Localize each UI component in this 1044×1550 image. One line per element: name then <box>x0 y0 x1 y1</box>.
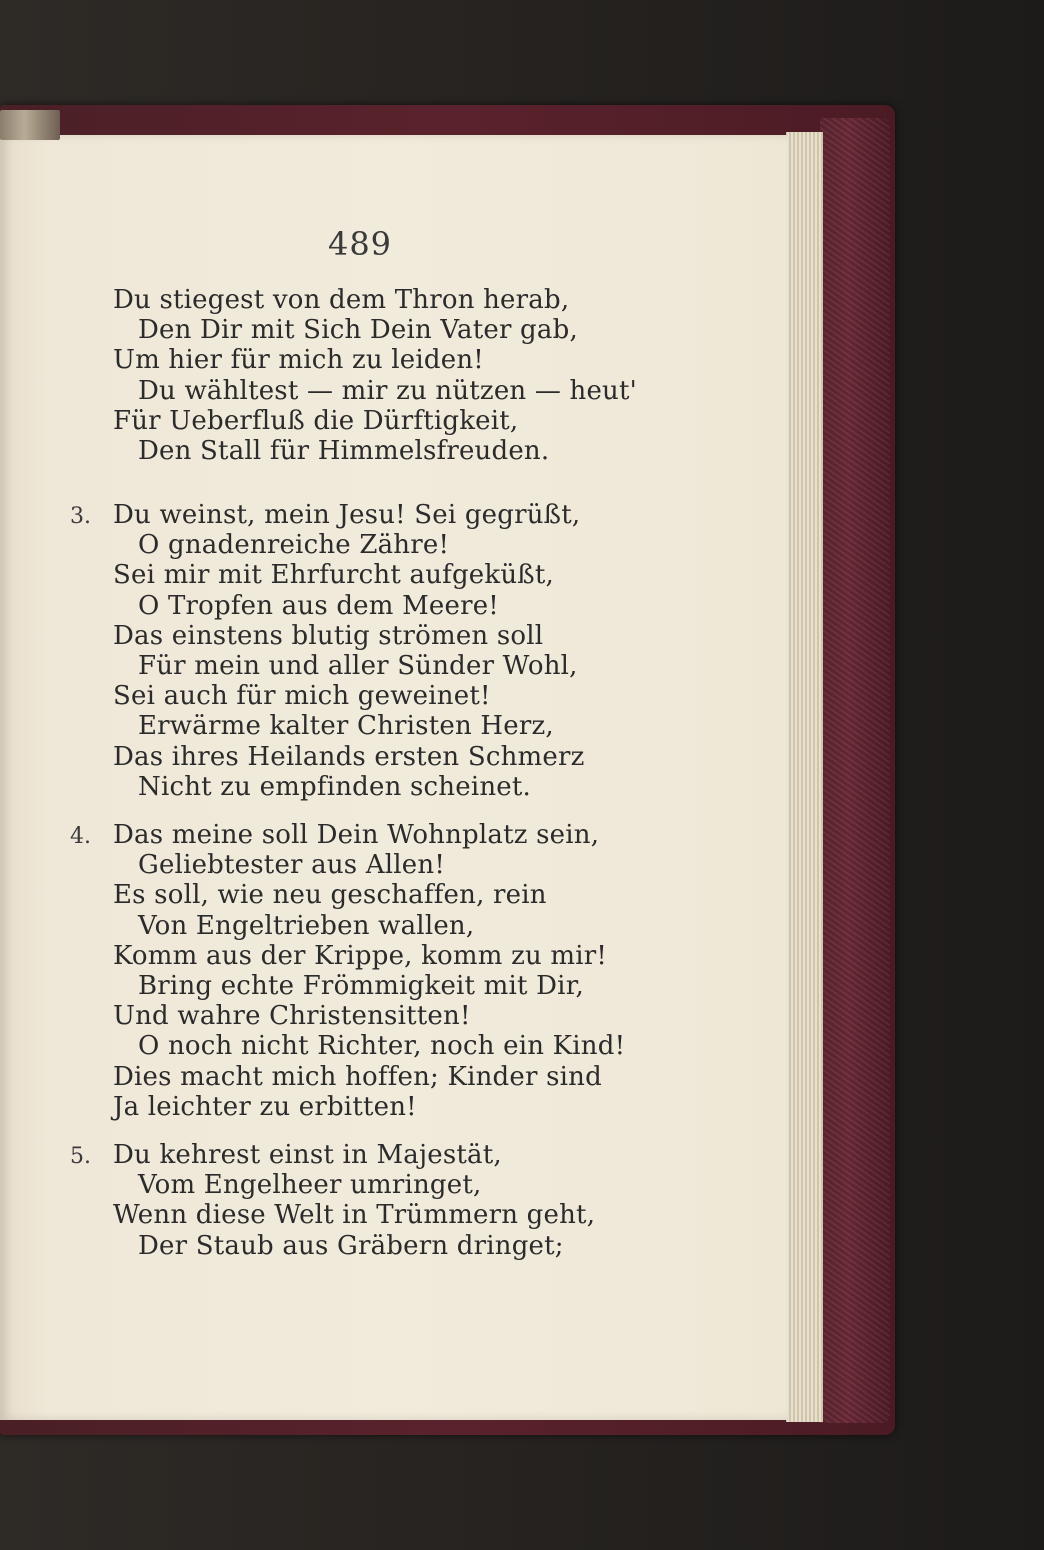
poem-line: Für mein und aller Sünder Wohl, <box>138 651 578 681</box>
poem-line: Der Staub aus Gräbern dringet; <box>138 1230 564 1261</box>
poem-line: Für Ueberfluß die Dürftigkeit, <box>113 405 519 436</box>
poem-line: Geliebtester aus Allen! <box>138 850 445 881</box>
poem-line: Nicht zu empfinden scheinet. <box>138 771 531 802</box>
stanza-number: 4. <box>70 824 91 849</box>
poem-line: Dies macht mich hoffen; Kinder sind <box>113 1061 602 1092</box>
stanza-number: 5. <box>70 1144 91 1169</box>
book-cover-edge <box>820 118 890 1423</box>
poem-line: Sei auch für mich geweinet! <box>113 681 491 712</box>
stanza-number: 3. <box>70 504 91 529</box>
poem-line: Wenn diese Welt in Trümmern geht, <box>113 1200 596 1231</box>
poem-line: Das einstens blutig strömen soll <box>113 620 544 651</box>
spine-band <box>0 110 60 140</box>
poem-line: Es soll, wie neu geschaffen, rein <box>113 880 547 911</box>
page-stack <box>786 132 823 1422</box>
poem-line: Du kehrest einst in Majestät, <box>113 1140 502 1170</box>
poem-line: O noch nicht Richter, noch ein Kind! <box>138 1031 626 1062</box>
poem-line: Von Engeltrieben wallen, <box>138 910 475 941</box>
poem-line: Du stiegest von dem Thron herab, <box>113 285 570 315</box>
poem-line: Das ihres Heilands ersten Schmerz <box>113 741 585 772</box>
poem-line: Komm aus der Krippe, komm zu mir! <box>113 940 608 971</box>
poem-line: Du wähltest — mir zu nützen — heut' <box>138 375 637 406</box>
poem-line: Du weinst, mein Jesu! Sei gegrüßt, <box>113 500 581 530</box>
poem-line: Das meine soll Dein Wohnplatz sein, <box>113 820 600 850</box>
poem-line: Den Dir mit Sich Dein Vater gab, <box>138 315 578 346</box>
poem-line: Sei mir mit Ehrfurcht aufgeküßt, <box>113 560 554 591</box>
poem-line: Und wahre Christensitten! <box>113 1001 471 1032</box>
poem-line: Ja leichter zu erbitten! <box>113 1091 417 1122</box>
poem-line: Bring echte Frömmigkeit mit Dir, <box>138 971 584 1001</box>
poem-line: Erwärme kalter Christen Herz, <box>138 711 554 742</box>
poem-line: Um hier für mich zu leiden! <box>113 345 484 376</box>
poem-line: O gnadenreiche Zähre! <box>138 530 450 561</box>
poem-line: Vom Engelheer umringet, <box>138 1170 482 1201</box>
poem-line: O Tropfen aus dem Meere! <box>138 590 499 621</box>
page-number: 489 <box>327 225 393 263</box>
poem-line: Den Stall für Himmelsfreuden. <box>138 436 550 466</box>
